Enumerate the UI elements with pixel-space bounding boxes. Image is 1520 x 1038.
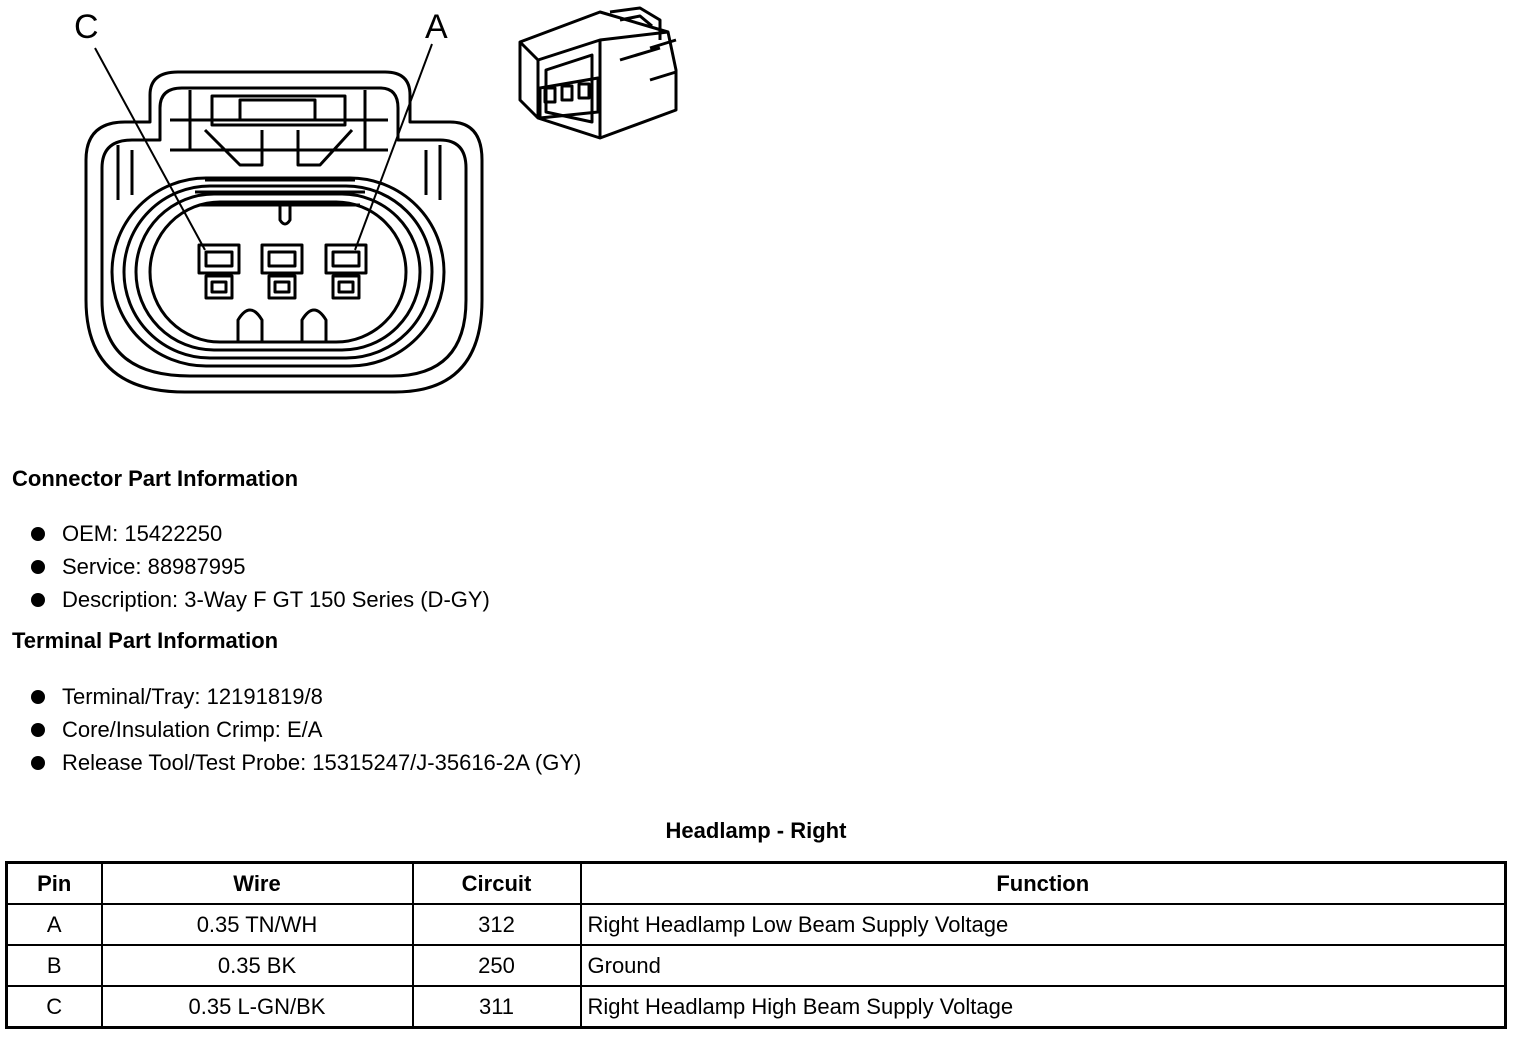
bullet-icon [31,593,45,607]
leader-line-a [355,44,432,250]
bullet-icon [31,560,45,574]
cell-circuit: 312 [413,904,581,945]
terminal-info-title: Terminal Part Information [12,628,279,653]
bullet-icon [31,723,45,737]
callout-a: A [425,8,448,46]
list-item: OEM: 15422250 [28,517,490,550]
connector-face-diagram [0,0,700,410]
cell-function: Right Headlamp High Beam Supply Voltage [581,986,1506,1028]
bullet-icon [31,527,45,541]
cell-function: Ground [581,945,1506,986]
latch-structure [170,90,388,165]
cell-function: Right Headlamp Low Beam Supply Voltage [581,904,1506,945]
header-function: Function [581,863,1506,905]
cell-circuit: 250 [413,945,581,986]
list-item: Core/Insulation Crimp: E/A [28,713,581,746]
list-item: Description: 3-Way F GT 150 Series (D-GY) [28,583,490,616]
cell-wire: 0.35 TN/WH [102,904,413,945]
header-pin: Pin [7,863,102,905]
table-row [7,986,1506,1028]
connector-info-list [28,517,490,616]
connector-isometric-icon [520,8,676,138]
list-item: Release Tool/Test Probe: 15315247/J-35616-2A (GY) [28,746,581,779]
table-title: Headlamp - Right [665,818,847,843]
callout-c: C [74,8,99,46]
cell-pin: A [7,904,102,945]
bottom-keys [238,310,326,342]
connector-info-title: Connector Part Information [12,466,299,491]
header-circuit: Circuit [413,863,581,905]
cell-pin: C [7,986,102,1028]
terminal-info-list [28,680,581,779]
table-row [7,945,1506,986]
cell-wire: 0.35 BK [102,945,413,986]
bullet-icon [31,690,45,704]
cell-wire: 0.35 L-GN/BK [102,986,413,1028]
bullet-icon [31,756,45,770]
table-row [7,904,1506,945]
list-item: Service: 88987995 [28,550,490,583]
header-wire: Wire [102,863,413,905]
cell-circuit: 311 [413,986,581,1028]
table-header-row [7,863,1506,905]
housing-inner-outline [102,88,466,376]
pinout-table [5,861,1507,1029]
list-item: Terminal/Tray: 12191819/8 [28,680,581,713]
cell-pin: B [7,945,102,986]
pin-cavities [199,245,366,298]
